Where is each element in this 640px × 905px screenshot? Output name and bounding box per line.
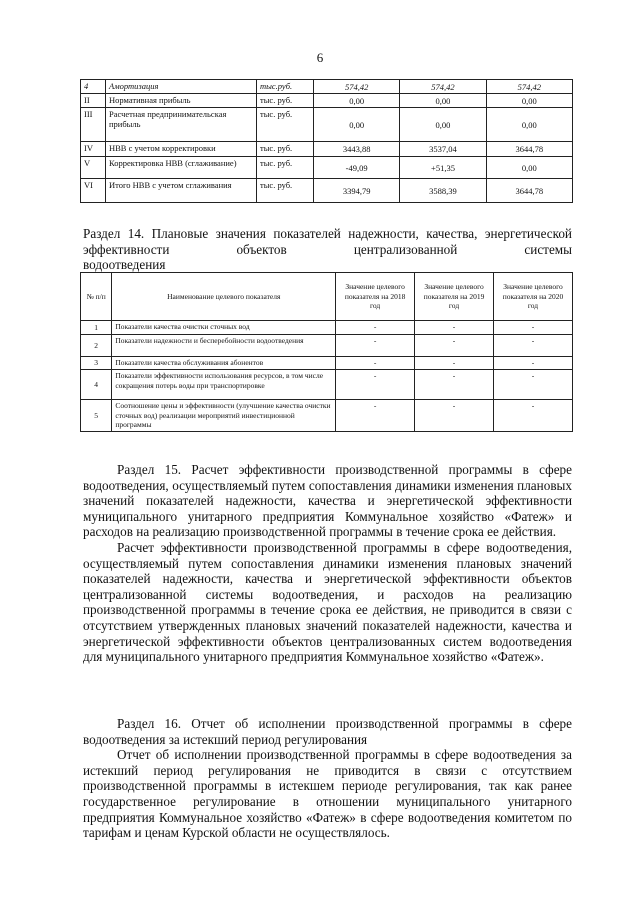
header-indicator-name: Наименование целевого показателя <box>112 273 336 321</box>
nvv-table-row <box>81 80 573 94</box>
row-name: НВВ с учетом корректировки <box>106 142 257 157</box>
row-unit: тыс. руб. <box>257 94 314 108</box>
indicator-name: Соотношение цены и эффективности (улучшение качества очистки сточных вод) реализации мероприятий инвестиционной программы <box>112 400 336 432</box>
indicator-row <box>81 321 573 335</box>
indicator-2020: - <box>494 357 573 370</box>
row-number: 4 <box>81 80 106 94</box>
nvv-table-row <box>81 179 573 203</box>
row-number: II <box>81 94 106 108</box>
value-2018: -49,09 <box>314 157 400 179</box>
section-16-paragraph-1: Раздел 16. Отчет об исполнении производственной программы в сфере водоотведения за истекший период регулирования <box>83 716 572 747</box>
header-2019: Значение целевого показателя на 2019 год <box>415 273 494 321</box>
indicator-2020: - <box>494 321 573 335</box>
target-indicators-table <box>80 272 573 432</box>
value-2019: 0,00 <box>400 108 486 142</box>
row-name: Итого НВВ с учетом сглаживания <box>106 179 257 203</box>
header-num: № п/п <box>81 273 112 321</box>
indicator-2019: - <box>415 370 494 400</box>
nvv-table-row <box>81 94 573 108</box>
indicator-2020: - <box>494 335 573 357</box>
section-16 <box>83 716 572 841</box>
nvv-table-row <box>81 108 573 142</box>
indicator-2018: - <box>336 335 415 357</box>
indicator-name: Показатели качества обслуживания абонентов <box>112 357 336 370</box>
indicator-2019: - <box>415 400 494 432</box>
indicator-number: 1 <box>81 321 112 335</box>
indicator-2018: - <box>336 321 415 335</box>
value-2019: 574,42 <box>400 80 486 94</box>
indicator-2019: - <box>415 357 494 370</box>
value-2018: 0,00 <box>314 94 400 108</box>
section-16-paragraph-2: Отчет об исполнении производственной программы в сфере водоотведения за истекший период регулирования не приводится в связи с отсутствием производственной программы в истекшем периоде регулирования, так как ранее государственное регулирование в отношении муниципального унитарного предприятия Коммунальное хозяйство «Фатеж» в сфере водоотведения комитетом по тарифам и ценам Курской области не осуществлялось. <box>83 747 572 841</box>
indicator-2020: - <box>494 370 573 400</box>
value-2020: 3644,78 <box>486 142 572 157</box>
indicator-2019: - <box>415 321 494 335</box>
indicator-number: 2 <box>81 335 112 357</box>
nvv-table-row <box>81 157 573 179</box>
indicator-2018: - <box>336 400 415 432</box>
row-unit: тыс. руб. <box>257 108 314 142</box>
row-unit: тыс. руб. <box>257 157 314 179</box>
indicator-row <box>81 335 573 357</box>
indicator-number: 3 <box>81 357 112 370</box>
section-14-heading <box>83 226 572 273</box>
value-2019: 3537,04 <box>400 142 486 157</box>
indicator-row <box>81 357 573 370</box>
section-14-heading-line2: энергетической эффективности объектов централизованной системы <box>83 226 572 257</box>
value-2018: 574,42 <box>314 80 400 94</box>
value-2018: 0,00 <box>314 108 400 142</box>
indicator-row <box>81 370 573 400</box>
indicator-number: 4 <box>81 370 112 400</box>
value-2020: 0,00 <box>486 94 572 108</box>
row-name: Нормативная прибыль <box>106 94 257 108</box>
section-15-paragraph-1: Раздел 15. Расчет эффективности производственной программы в сфере водоотведения, осуществляемый путем сопоставления динамики изменения плановых значений показателей надежности, качества и энергетической эффективности муниципального унитарного предприятия Коммунальное хозяйство «Фатеж» и расходов на реализацию производственной программы в течение срока ее действия. <box>83 462 572 540</box>
row-number: VI <box>81 179 106 203</box>
row-number: III <box>81 108 106 142</box>
row-name: Расчетная предпринимательская прибыль <box>106 108 257 142</box>
indicator-2020: - <box>494 400 573 432</box>
value-2020: 574,42 <box>486 80 572 94</box>
header-2020: Значение целевого показателя на 2020 год <box>494 273 573 321</box>
section-14-heading-line3: водоотведения <box>83 257 166 273</box>
indicator-2018: - <box>336 370 415 400</box>
indicator-name: Показатели эффективности использования ресурсов, в том числе сокращения потерь воды при транспортировке <box>112 370 336 400</box>
section-15-paragraph-2: Расчет эффективности производственной программы в сфере водоотведения, осуществляемый путем сопоставления динамики изменения плановых значений показателей надежности, качества и энергетической эффективности объектов централизованной системы водоотведения, и расходов на реализацию производственной программы в течение срока ее действия, не приводится в связи с отсутствием утвержденных плановых значений показателей надежности, качества и энергетической эффективности объектов централизованных систем водоотведения для муниципального унитарного предприятия Коммунальное хозяйство «Фатеж». <box>83 539 572 665</box>
value-2019: +51,35 <box>400 157 486 179</box>
row-number: V <box>81 157 106 179</box>
value-2019: 3588,39 <box>400 179 486 203</box>
indicator-row <box>81 400 573 432</box>
indicator-2018: - <box>336 357 415 370</box>
section-14-heading-line1: Раздел 14. Плановые значения показателей надежности, качества, <box>83 226 478 241</box>
page-number: 6 <box>316 50 324 65</box>
value-2020: 3644,78 <box>486 179 572 203</box>
indicator-name: Показатели надежности и бесперебойности водоотведения <box>112 335 336 357</box>
row-unit: тыс. руб. <box>257 142 314 157</box>
row-unit: тыс. руб. <box>257 179 314 203</box>
value-2020: 0,00 <box>486 157 572 179</box>
indicator-2019: - <box>415 335 494 357</box>
indicator-number: 5 <box>81 400 112 432</box>
section-15 <box>83 462 572 665</box>
value-2018: 3394,79 <box>314 179 400 203</box>
nvv-table <box>80 79 573 203</box>
row-name: Корректировка НВВ (сглаживание) <box>106 157 257 179</box>
row-name: Амортизация <box>106 80 257 94</box>
row-unit: тыс.руб. <box>257 80 314 94</box>
row-number: IV <box>81 142 106 157</box>
value-2018: 3443,88 <box>314 142 400 157</box>
value-2019: 0,00 <box>400 94 486 108</box>
header-2018: Значение целевого показателя на 2018 год <box>336 273 415 321</box>
nvv-table-row <box>81 142 573 157</box>
indicator-name: Показатели качества очистки сточных вод <box>112 321 336 335</box>
value-2020: 0,00 <box>486 108 572 142</box>
